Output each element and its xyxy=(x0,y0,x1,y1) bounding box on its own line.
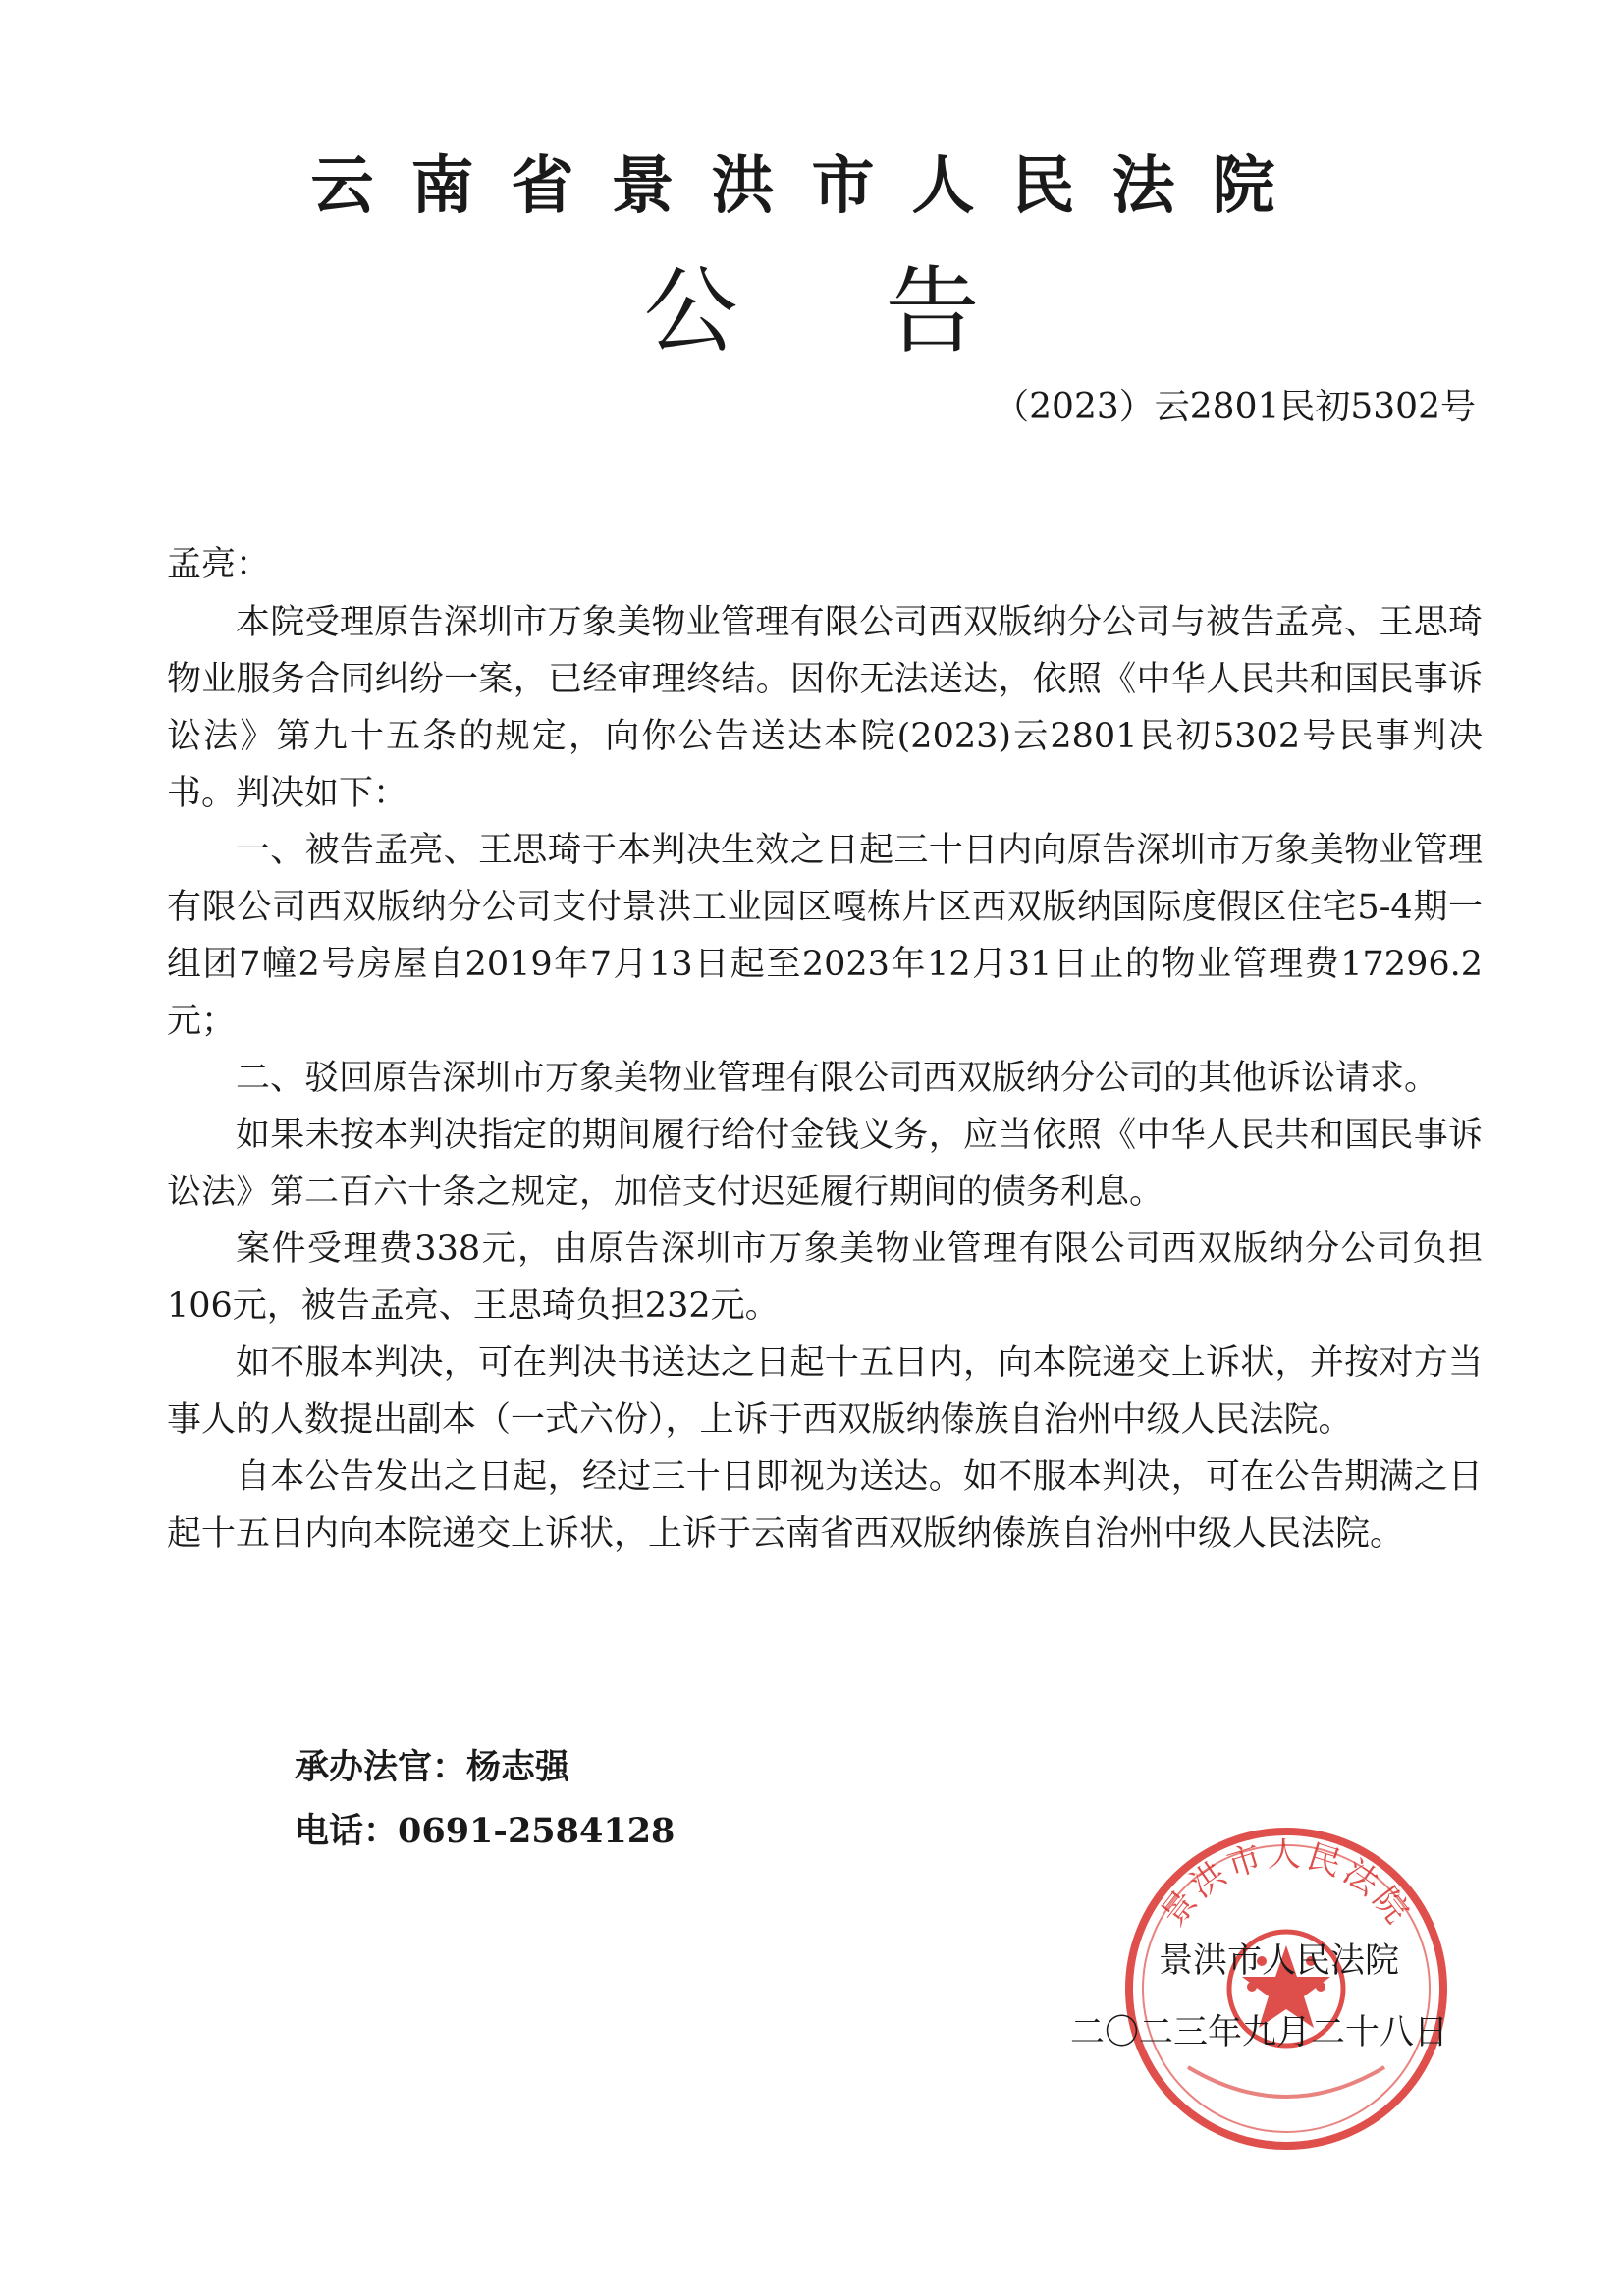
paragraph-judgment-item-1: 一、被告孟亮、王思琦于本判决生效之日起三十日内向原告深圳市万象美物业管理有限公司西双版纳分公司支付景洪工业园区嘎栋片区西双版纳国际度假区住宅5-4期一组团7幢2号房屋自2019年7月13日起至2023年12月31日止的物业管理费17296.2元； xyxy=(167,831,1483,1041)
document-type-title: 公告 xyxy=(643,256,1127,366)
notice-body xyxy=(167,594,1483,1562)
contact-phone: 电话：0691-2584128 xyxy=(295,1811,676,1851)
seal-text: 景洪市人民法院 xyxy=(1153,1835,1420,1935)
paragraph-late-interest: 如果未按本判决指定的期间履行给付金钱义务，应当依照《中华人民共和国民事诉讼法》第二百六十条之规定，加倍支付迟延履行期间的债务利息。 xyxy=(167,1116,1483,1212)
addressee: 孟亮： xyxy=(167,545,271,584)
paragraph-judgment-item-2: 二、驳回原告深圳市万象美物业管理有限公司西双版纳分公司的其他诉讼请求。 xyxy=(236,1059,1439,1098)
court-seal-stamp xyxy=(1119,1822,1453,2156)
case-number: （2023）云2801民初5302号 xyxy=(994,387,1476,427)
paragraph-appeal-rights: 如不服本判决，可在判决书送达之日起十五日内，向本院递交上诉状，并按对方当事人的人数提出副本（一式六份），上诉于西双版纳傣族自治州中级人民法院。 xyxy=(167,1343,1483,1440)
court-title: 云南省景洪市人民法院 xyxy=(310,149,1313,223)
paragraph-court-fees: 案件受理费338元，由原告深圳市万象美物业管理有限公司西双版纳分公司负担106元，被告孟亮、王思琦负担232元。 xyxy=(167,1230,1483,1326)
issue-date: 二〇二三年九月二十八日 xyxy=(1070,2013,1449,2052)
judge-name: 承办法官：杨志强 xyxy=(295,1747,570,1787)
paragraph-service-period: 自本公告发出之日起，经过三十日即视为送达。如不服本判决，可在公告期满之日起十五日内向本院递交上诉状，上诉于云南省西双版纳傣族自治州中级人民法院。 xyxy=(167,1457,1483,1554)
signing-court-name: 景洪市人民法院 xyxy=(1159,1941,1400,1981)
paragraph-case-intro: 本院受理原告深圳市万象美物业管理有限公司西双版纳分公司与被告孟亮、王思琦物业服务合同纠纷一案，已经审理终结。因你无法送达，依照《中华人民共和国民事诉讼法》第九十五条的规定，向你公告送达本院(2023)云2801民初5302号民事判决书。判决如下： xyxy=(167,603,1483,813)
